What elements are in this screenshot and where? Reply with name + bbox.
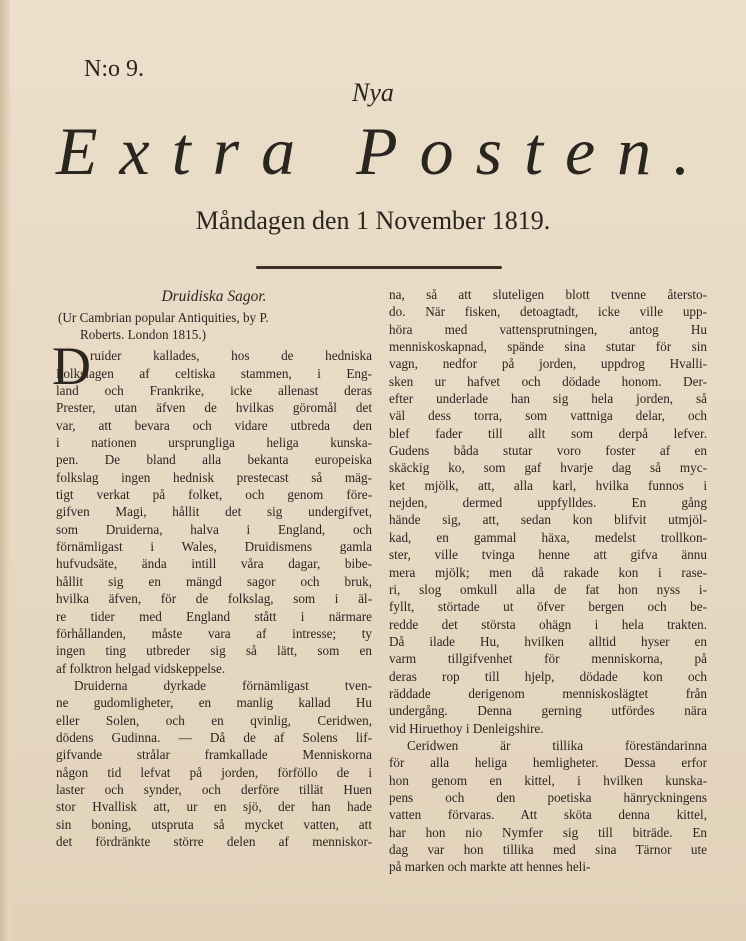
text-line: hållit sig en mängd sagor och bruk, <box>56 573 372 589</box>
text-line: vid Hiruethoy i Denleigshire. <box>389 720 544 736</box>
text-line: förnämligast i Wales, Druidismens gamla <box>56 539 372 555</box>
text-line: det fördränkte större delen af menniskor- <box>56 833 372 849</box>
text-line: Gudens båda stutar voro foster af en <box>389 443 707 459</box>
text-line: eller Solen, och en qvinlig, Ceridwen, <box>56 712 372 728</box>
drop-cap: D <box>52 336 91 397</box>
text-line: menniskoskapnad, spände sina stutar för sin <box>389 339 707 355</box>
text-line: af folktron helgad vidskeppelse. <box>56 660 226 676</box>
text-line: pens och den poetiska hänryckningens <box>389 789 707 805</box>
text-line: ri, slog omkull alla de fat hon nyss i- <box>389 581 707 597</box>
text-line: stor Hvallisk att, ur en sjö, der han hade <box>56 799 372 815</box>
text-line: blef fader till allt som derpå lefver. <box>389 425 707 441</box>
text-line: redde det största ohägn i hela trakten. <box>389 616 707 632</box>
text-line: pen. De bland alla bekanta europeiska <box>56 452 372 468</box>
text-line: hände sig, att, sedan kon blifvit utmjöl- <box>389 512 707 528</box>
text-line: gifvande strålar framkallade Menniskorna <box>56 747 372 763</box>
masthead-title: Extra Posten. <box>56 113 713 189</box>
text-line: Prester, utan äfven de hvilkas göromål det <box>56 400 372 416</box>
text-line: na, så att sluteligen blott tvenne återsto- <box>389 287 707 302</box>
article-title: Druidiska Sagor. <box>161 288 267 305</box>
left-text-lines <box>56 347 372 850</box>
text-line: varm tillgifvenhet för menniskorna, på <box>389 651 707 667</box>
text-line: gifven Magi, hållit det sig undergifvet, <box>56 504 372 520</box>
right-text-lines <box>389 286 707 876</box>
text-line: folkslag ingen hednisk prestecast så mäg- <box>56 469 372 485</box>
text-line: ingen ting utbreder sig så lätt, som en <box>56 643 372 659</box>
text-line: dödens Gudinna. — Då de af Solens lif- <box>56 729 372 745</box>
text-line: laster och synder, och derföre tillät Huen <box>56 781 372 797</box>
text-line: ster, ville tvinga henne att gifva ännu <box>389 547 707 563</box>
text-line: ket mjölk, att, alla karl, hvilka funnos i <box>389 477 707 493</box>
masthead-nya: Nya <box>352 78 394 107</box>
page-edge <box>0 0 10 941</box>
text-line: var, att bevara och vidare utbreda den <box>56 417 372 433</box>
source-line: (Ur Cambrian popular Antiquities, by P. <box>58 310 269 326</box>
text-line: räddade derigenom menniskoslägtet från <box>389 685 707 701</box>
text-line: i nationen ursprungliga heliga kunska- <box>56 435 372 451</box>
text-line: som Druiderna, halva i England, och <box>56 521 372 537</box>
text-line: undergång. Denna gerning utfördes nära <box>389 703 707 719</box>
text-line: re tider med England stått i närmare <box>56 608 372 624</box>
text-line: Folkslagen af celtiska stammen, i Eng- <box>56 365 372 381</box>
text-line: vagn, nedfor på jorden, uppdrog Hvalli- <box>389 356 707 372</box>
text-line: Ceridwen är tillika föreständarinna <box>407 737 707 753</box>
issue-number: N:o 9. <box>84 56 144 82</box>
text-line: höra med vattensprutningen, antog Hu <box>389 321 707 337</box>
text-line: land och Frankrike, icke allenast deras <box>56 383 372 399</box>
text-line: väl dess torra, som vattniga delar, och <box>389 408 707 424</box>
text-line: do. När fisken, detoagtadt, icke ville upp- <box>389 304 707 320</box>
source-line: Roberts. London 1815.) <box>80 327 207 343</box>
text-line: tigt verkat på folket, och genom före- <box>56 487 372 503</box>
text-line: Då ilade Hu, hvilken alltid hyser en <box>389 633 707 649</box>
text-line: någon tid lefvat på jorden, förföllo de i <box>56 764 372 780</box>
left-column <box>52 286 372 850</box>
text-line: hufvudsäte, ända intill våra dagar, bibe- <box>56 556 372 572</box>
text-line: på marken och markte att hennes heli- <box>389 859 591 875</box>
text-line: hvilka äfven, för de folkslag, som i äl- <box>56 591 372 607</box>
text-line: vatten förvaras. Att sköta denna kittel, <box>389 807 707 823</box>
text-line: mera mjölk; men då rakade kon i rase- <box>389 564 707 580</box>
text-line: ne gudomligheter, en manlig kallad Hu <box>56 695 372 711</box>
text-line: Druiderna dyrkade förnämligast tven- <box>74 677 372 693</box>
issue-date: Måndagen den 1 November 1819. <box>195 206 551 235</box>
article-source <box>56 309 372 343</box>
text-line: ruider kallades, hos de hedniska <box>90 348 372 364</box>
text-line: skäckig ko, som gaf hvarje dag så myc- <box>389 460 707 476</box>
text-line: för alla heliga hemligheter. Dessa erfor <box>389 755 707 771</box>
text-line: har hon nio Nymfer sig till biträde. En <box>389 824 707 840</box>
text-line: deras rop till hjelp, dödade kon och <box>389 668 707 684</box>
header-rule <box>256 266 502 269</box>
text-line: hon genom en kittel, i hvilken kunska- <box>389 772 707 788</box>
text-line: kad, en gammal häxa, medelst trollkon- <box>389 529 707 545</box>
text-line: dag var hon tillika med sina Tärnor ute <box>389 842 707 857</box>
text-line: förhållanden, måste vara af intresse; ty <box>56 625 372 641</box>
text-line: sin boning, utspruta så mycket vatten, att <box>56 816 372 832</box>
text-line: nejden, dermed uppfylldes. En gång <box>389 495 707 511</box>
text-line: sken ur hafvet och dödade honom. Der- <box>389 373 707 389</box>
dropcap-paragraph <box>52 336 372 850</box>
right-column <box>389 286 707 876</box>
text-line: efter underlade han sig hela jorden, så <box>389 391 707 407</box>
text-line: fyllt, störtade ut öfver bergen och be- <box>389 599 707 615</box>
